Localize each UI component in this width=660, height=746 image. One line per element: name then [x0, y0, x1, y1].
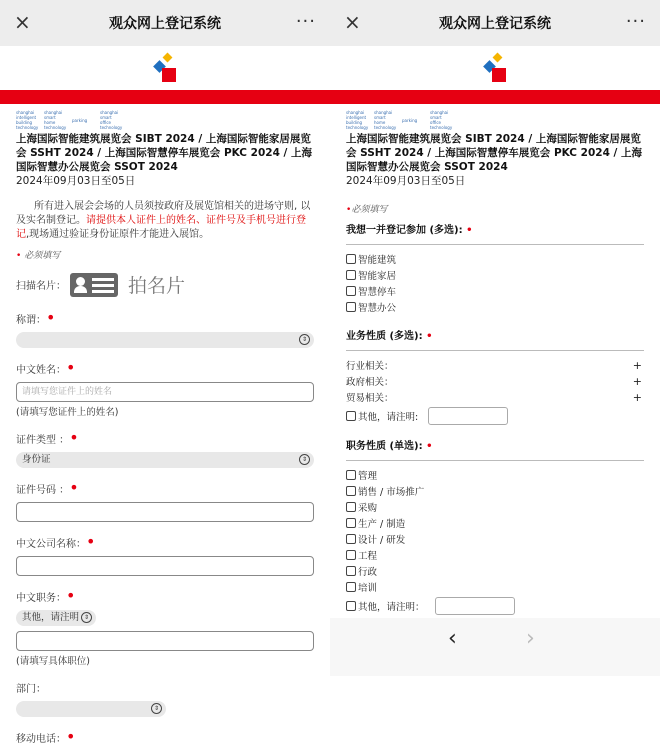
brand-logo: parking	[72, 117, 88, 123]
radio-option[interactable]: 行政	[346, 563, 644, 579]
plus-icon: +	[632, 358, 642, 372]
event-date: 2024年09月03日至05日	[346, 175, 466, 187]
logo-area	[0, 46, 330, 90]
mobile-label: 移动电话：	[16, 734, 66, 745]
event-title: 上海国际智能建筑展览会 SIBT 2024 / 上海国际智能家居展览会 SSHT 2024 / 上海国际智慧停车展览会 PKC 2024 / 上海国际智慧办公展览会 SSOT 2024	[16, 133, 313, 173]
event-date: 2024年09月03日至05日	[16, 175, 136, 187]
other-input[interactable]	[435, 597, 515, 615]
checkbox-option[interactable]: 智慧停车	[346, 283, 644, 299]
id-number-label: 证件号码 ：	[16, 485, 70, 496]
brand-logos	[346, 110, 644, 130]
chevron-updown-icon: ⇕	[81, 612, 92, 623]
chevron-updown-icon: ⇕	[151, 703, 162, 714]
title-bar	[330, 0, 660, 46]
brand-logo: shanghai smart office technology	[430, 110, 453, 130]
business-card-icon[interactable]	[70, 273, 118, 297]
radio-option[interactable]: 培训	[346, 579, 644, 595]
position-label: 中文职务：	[16, 593, 66, 604]
expander-trade[interactable]: 贸易相关： +	[346, 390, 642, 404]
left-screen: × 观众网上登记系统 ··· shanghai intelligent building technology shanghai smart home technology parking shanghai smart office technology 上海国际智能建筑展览会 SIBT 2024 / 上海国际智能家居展览会 SSHT 2024 / 上海国际智慧停车展览会 PKC 2024 / 上海国际智慧办公展览会 SSOT 2024 2024年09月03日至05日 所有进入展会会场的人员须按政府及展览馆相关的进场守则, 以及实名制登记。请提供本人证件上的姓名、证件号及手机号进行登记,现场通过验证身份证原件才能进入展馆。 • 必须填写 扫描名片： 拍名片 称谓：• ⇕ 中文姓名：• 请填写您证件上的姓名 (请填写您证件上的姓名) 证件类型 ：• 身份证 ⇕ 证件号码 ：• 中文公司名称：• 中文职务：• 其他，请注明 ⇕ (请填写具体职位) 部门： ⇕ 移动电话：•	[0, 0, 330, 676]
back-icon[interactable]: ‹	[448, 626, 457, 651]
cn-name-input[interactable]: 请填写您证件上的姓名	[16, 382, 314, 402]
page-title: 观众网上登记系统	[439, 16, 551, 32]
scan-button-label[interactable]: 拍名片	[128, 275, 186, 297]
radio-option[interactable]: 工程	[346, 547, 644, 563]
scan-card[interactable]	[16, 271, 314, 298]
required-note: • 必须填写	[16, 251, 61, 261]
page-title: 观众网上登记系统	[109, 16, 221, 32]
brand-logo: shanghai smart office technology	[100, 110, 123, 130]
checkbox-other[interactable]: 其他，请注明:	[346, 405, 644, 427]
company-label: 中文公司名称：	[16, 539, 86, 550]
company-input[interactable]	[16, 556, 314, 576]
brand-logos	[16, 110, 314, 130]
right-screen	[330, 0, 660, 676]
q3-label: 职务性质 (单选): •	[346, 441, 433, 452]
checkbox-option[interactable]: 智能家居	[346, 267, 644, 283]
department-label: 部门：	[16, 684, 46, 695]
department-select[interactable]	[16, 701, 166, 717]
q1-label: 我想一并登记参加 (多选): •	[346, 225, 473, 236]
logo	[155, 53, 177, 83]
scan-label: 扫描名片：	[16, 281, 66, 292]
chevron-updown-icon: ⇕	[299, 334, 310, 345]
id-number-input[interactable]	[16, 502, 314, 522]
logo	[485, 53, 507, 83]
id-type-select[interactable]: 身份证 ⇕	[16, 452, 314, 468]
more-icon[interactable]: ···	[625, 11, 646, 32]
checkbox-option[interactable]: 智慧办公	[346, 299, 644, 315]
brand-logo: shanghai intelligent building technology	[346, 110, 369, 130]
plus-icon: +	[632, 374, 642, 388]
other-input[interactable]	[428, 407, 508, 425]
brand-logo: parking	[402, 117, 418, 123]
expander-industry[interactable]: 行业相关： +	[346, 358, 642, 372]
logo-area	[330, 46, 660, 90]
entry-notice: 所有进入展会会场的人员须按政府及展览馆相关的进场守则, 以及实名制登记。请提供本人证件上的姓名、证件号及手机号进行登记,现场通过验证身份证原件才能进入展馆。	[16, 201, 311, 240]
brand-logo: shanghai smart home technology	[44, 110, 67, 130]
radio-option[interactable]: 管理	[346, 467, 644, 483]
brand-bar	[0, 90, 330, 104]
title-bar	[0, 0, 330, 46]
position-hint: (请填写具体职位)	[16, 656, 90, 667]
id-type-label: 证件类型 ：	[16, 435, 70, 446]
radio-option[interactable]: 生产 / 制造	[346, 515, 644, 531]
radio-other[interactable]: 其他，请注明：	[346, 595, 644, 617]
q2-label: 业务性质 (多选): •	[346, 331, 433, 342]
salutation-label: 称谓：	[16, 315, 46, 326]
expander-government[interactable]: 政府相关： +	[346, 374, 642, 388]
position-select[interactable]: 其他，请注明 ⇕	[16, 610, 96, 626]
position-other-input[interactable]	[16, 631, 314, 651]
brand-logo: shanghai intelligent building technology	[16, 110, 39, 130]
forward-icon[interactable]: ›	[526, 626, 535, 651]
close-icon[interactable]: ×	[14, 10, 31, 34]
brand-logo: shanghai smart home technology	[374, 110, 397, 130]
required-note: •必须填写	[346, 205, 388, 215]
plus-icon: +	[632, 390, 642, 404]
checkbox-option[interactable]: 智能建筑	[346, 251, 644, 267]
chevron-updown-icon: ⇕	[299, 454, 310, 465]
more-icon[interactable]: ···	[295, 11, 316, 32]
radio-option[interactable]: 采购	[346, 499, 644, 515]
close-icon[interactable]: ×	[344, 10, 361, 34]
cn-name-hint: (请填写您证件上的姓名)	[16, 407, 119, 418]
cn-name-label: 中文姓名：	[16, 365, 66, 376]
radio-option[interactable]: 设计 / 研发	[346, 531, 644, 547]
brand-bar	[330, 90, 660, 104]
salutation-select[interactable]	[16, 332, 314, 348]
radio-option[interactable]: 销售 / 市场推广	[346, 483, 644, 499]
nav-bar	[330, 618, 660, 676]
event-title: 上海国际智能建筑展览会 SIBT 2024 / 上海国际智能家居展览会 SSHT 2024 / 上海国际智慧停车展览会 PKC 2024 / 上海国际智慧办公展览会 SSOT 2024	[346, 133, 643, 173]
